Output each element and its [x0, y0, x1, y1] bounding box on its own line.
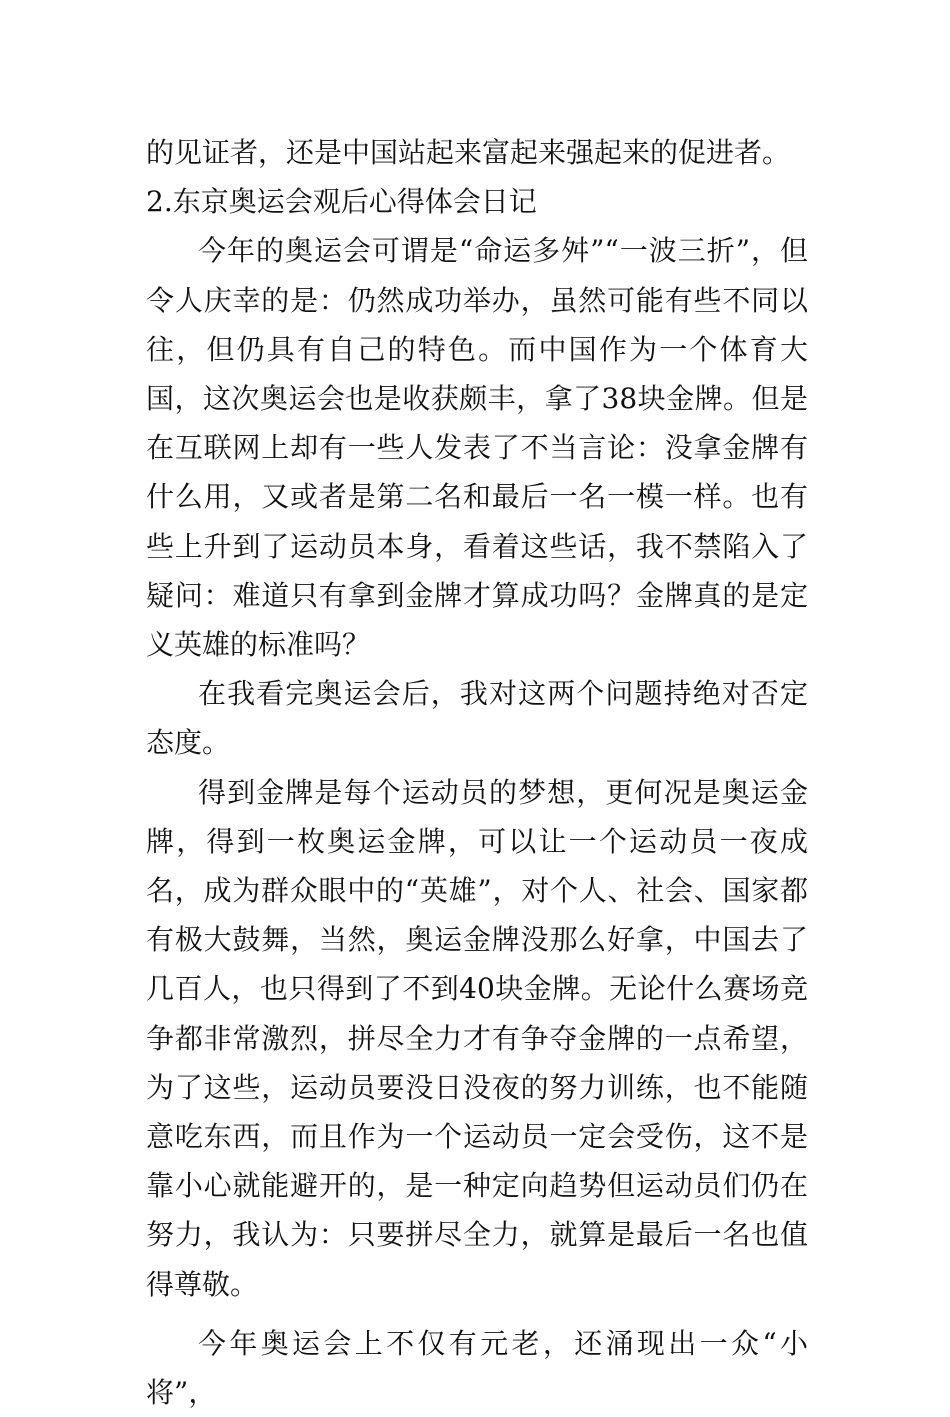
paragraph: 得到金牌是每个运动员的梦想，更何况是奥运金牌，得到一枚奥运金牌，可以让一个运动员一夜成名，成为群众眼中的“英雄”，对个人、社会、国家都有极大鼓舞，当然，奥运金牌没那么好拿，中国去了几百人，也只得到了不到40块金牌。无论什么赛场竞争都非常激烈，拼尽全力才有争夺金牌的一点希望，为了这些，运动员要没日没夜的努力训练，也不能随意吃东西，而且作为一个运动员一定会受伤，这不是靠小心就能避开的，是一种定向趋势但运动员们仍在努力，我认为：只要拼尽全力，就算是最后一名也值得尊敬。 [146, 775, 808, 1301]
paragraph: 今年的奥运会可谓是“命运多舛”“一波三折”，但令人庆幸的是：仍然成功举办，虽然可能有些不同以往，但仍具有自己的特色。而中国作为一个体育大国，这次奥运会也是收获颇丰，拿了38块金牌。但是在互联网上却有一些人发表了不当言论：没拿金牌有什么用，又或者是第二名和最后一名一模一样。也有些上升到了运动员本身，看着这些话，我不禁陷入了疑问：难道只有拿到金牌才算成功吗？金牌真的是定义英雄的标准吗？ [146, 234, 808, 662]
paragraph-continuation: 的见证者，还是中国站起来富起来强起来的促进者。 [146, 136, 791, 169]
section-heading: 2.东京奥运会观后心得体会日记 [146, 185, 537, 219]
paragraph: 在我看完奥运会后，我对这两个问题持绝对否定态度。 [146, 677, 808, 760]
document-body [146, 128, 808, 1417]
paragraph: 今年奥运会上不仅有元老，还涌现出一众“小将”， [146, 1326, 808, 1410]
